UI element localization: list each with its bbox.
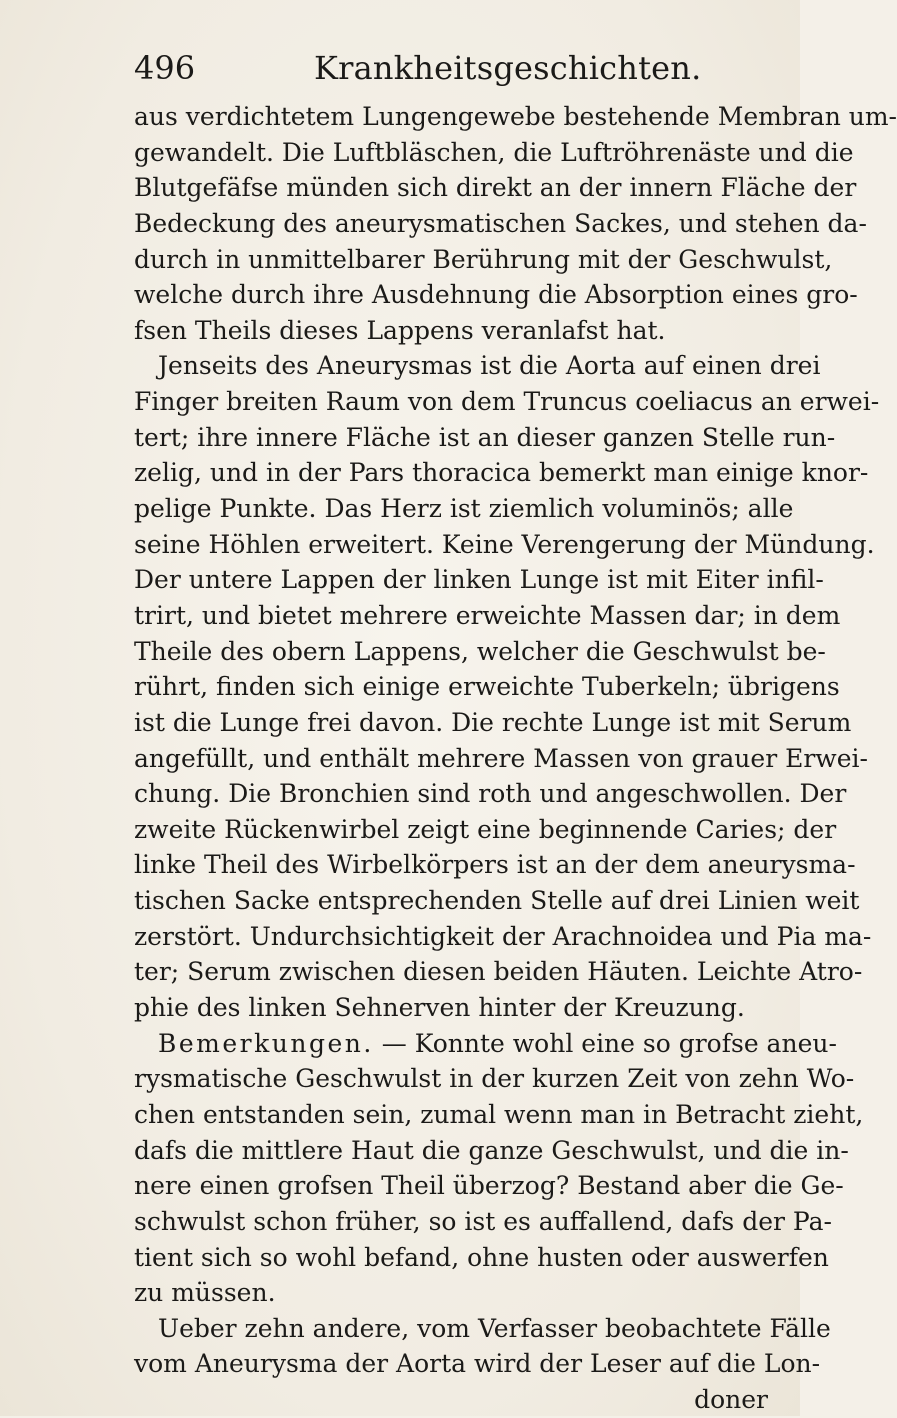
catchword: doner	[694, 1385, 768, 1415]
text-line: tient sich so wohl befand, ohne husten oder auswerfen	[134, 1242, 829, 1272]
text-line: Finger breiten Raum von dem Truncus coeliacus an erwei-	[134, 387, 880, 417]
page-number: 496	[134, 49, 196, 87]
text-line: zweite Rückenwirbel zeigt eine beginnende Caries; der	[134, 814, 837, 844]
text-line: Bedeckung des aneurysmatischen Sackes, und stehen da-	[134, 208, 867, 238]
text-line: Jenseits des Aneurysmas ist die Aorta auf einen drei	[158, 351, 821, 381]
text-line: gewandelt. Die Luftbläschen, die Luftröhrenäste und die	[134, 137, 854, 167]
remarks-line	[134, 1026, 837, 1062]
text-line: vom Aneurysma der Aorta wird der Leser auf die Lon-	[134, 1349, 821, 1379]
text-line: pelige Punkte. Das Herz ist ziemlich voluminös; alle	[134, 494, 794, 524]
text-line: Theile des obern Lappens, welcher die Geschwulst be-	[134, 636, 826, 666]
text-line: chen entstanden sein, zumal wenn man in Betracht zieht,	[134, 1099, 864, 1129]
text-line: rührt, finden sich einige erweichte Tuberkeln; übrigens	[134, 672, 840, 702]
running-header	[134, 48, 702, 88]
text-line: seine Höhlen erweitert. Keine Verengerung der Mündung.	[134, 529, 875, 559]
text-line: fsen Theils dieses Lappens veranlafst hat.	[134, 315, 666, 345]
text-line: dafs die mittlere Haut die ganze Geschwulst, und die in-	[134, 1135, 849, 1165]
text-line: aus verdichtetem Lungengewebe bestehende Membran um-	[134, 102, 897, 131]
text-line: welche durch ihre Ausdehnung die Absorption eines gro-	[134, 280, 858, 310]
text-line-rest: — Konnte wohl eine so grofse aneu-	[381, 1028, 837, 1058]
body-text	[134, 99, 897, 1418]
remarks-label: Bemerkungen.	[158, 1028, 374, 1058]
text-line: linke Theil des Wirbelkörpers ist an der dem aneurysma-	[134, 850, 856, 880]
text-line: tischen Sacke entsprechenden Stelle auf drei Linien weit	[134, 886, 860, 916]
text-line: phie des linken Sehnerven hinter der Kreuzung.	[134, 993, 745, 1023]
text-line: tert; ihre innere Fläche ist an dieser ganzen Stelle run-	[134, 422, 836, 452]
text-line: zelig, und in der Pars thoracica bemerkt man einige knor-	[134, 458, 869, 488]
text-line: zerstört. Undurchsichtigkeit der Arachnoidea und Pia ma-	[134, 921, 872, 951]
text-line: chung. Die Bronchien sind roth und angeschwollen. Der	[134, 779, 847, 809]
text-line: angefüllt, und enthält mehrere Massen von grauer Erwei-	[134, 743, 868, 773]
text-line: durch in unmittelbarer Berührung mit der Geschwulst,	[134, 244, 833, 274]
text-line: Blutgefäfse münden sich direkt an der innern Fläche der	[134, 173, 857, 203]
text-line: ist die Lunge frei davon. Die rechte Lunge ist mit Serum	[134, 707, 852, 737]
text-line: Ueber zehn andere, vom Verfasser beobachtete Fälle	[158, 1313, 831, 1343]
text-line: zu müssen.	[134, 1278, 276, 1308]
text-line: trirt, und bietet mehrere erweichte Massen dar; in dem	[134, 600, 841, 630]
text-line: schwulst schon früher, so ist es auffallend, dafs der Pa-	[134, 1206, 832, 1236]
text-line: nere einen grofsen Theil überzog? Bestand aber die Ge-	[134, 1171, 844, 1201]
text-line: ter; Serum zwischen diesen beiden Häuten. Leichte Atro-	[134, 957, 863, 987]
text-line: Der untere Lappen der linken Lunge ist mit Eiter infil-	[134, 565, 824, 595]
running-title: Krankheitsgeschichten.	[314, 49, 702, 87]
text-line: rysmatische Geschwulst in der kurzen Zeit von zehn Wo-	[134, 1064, 855, 1094]
